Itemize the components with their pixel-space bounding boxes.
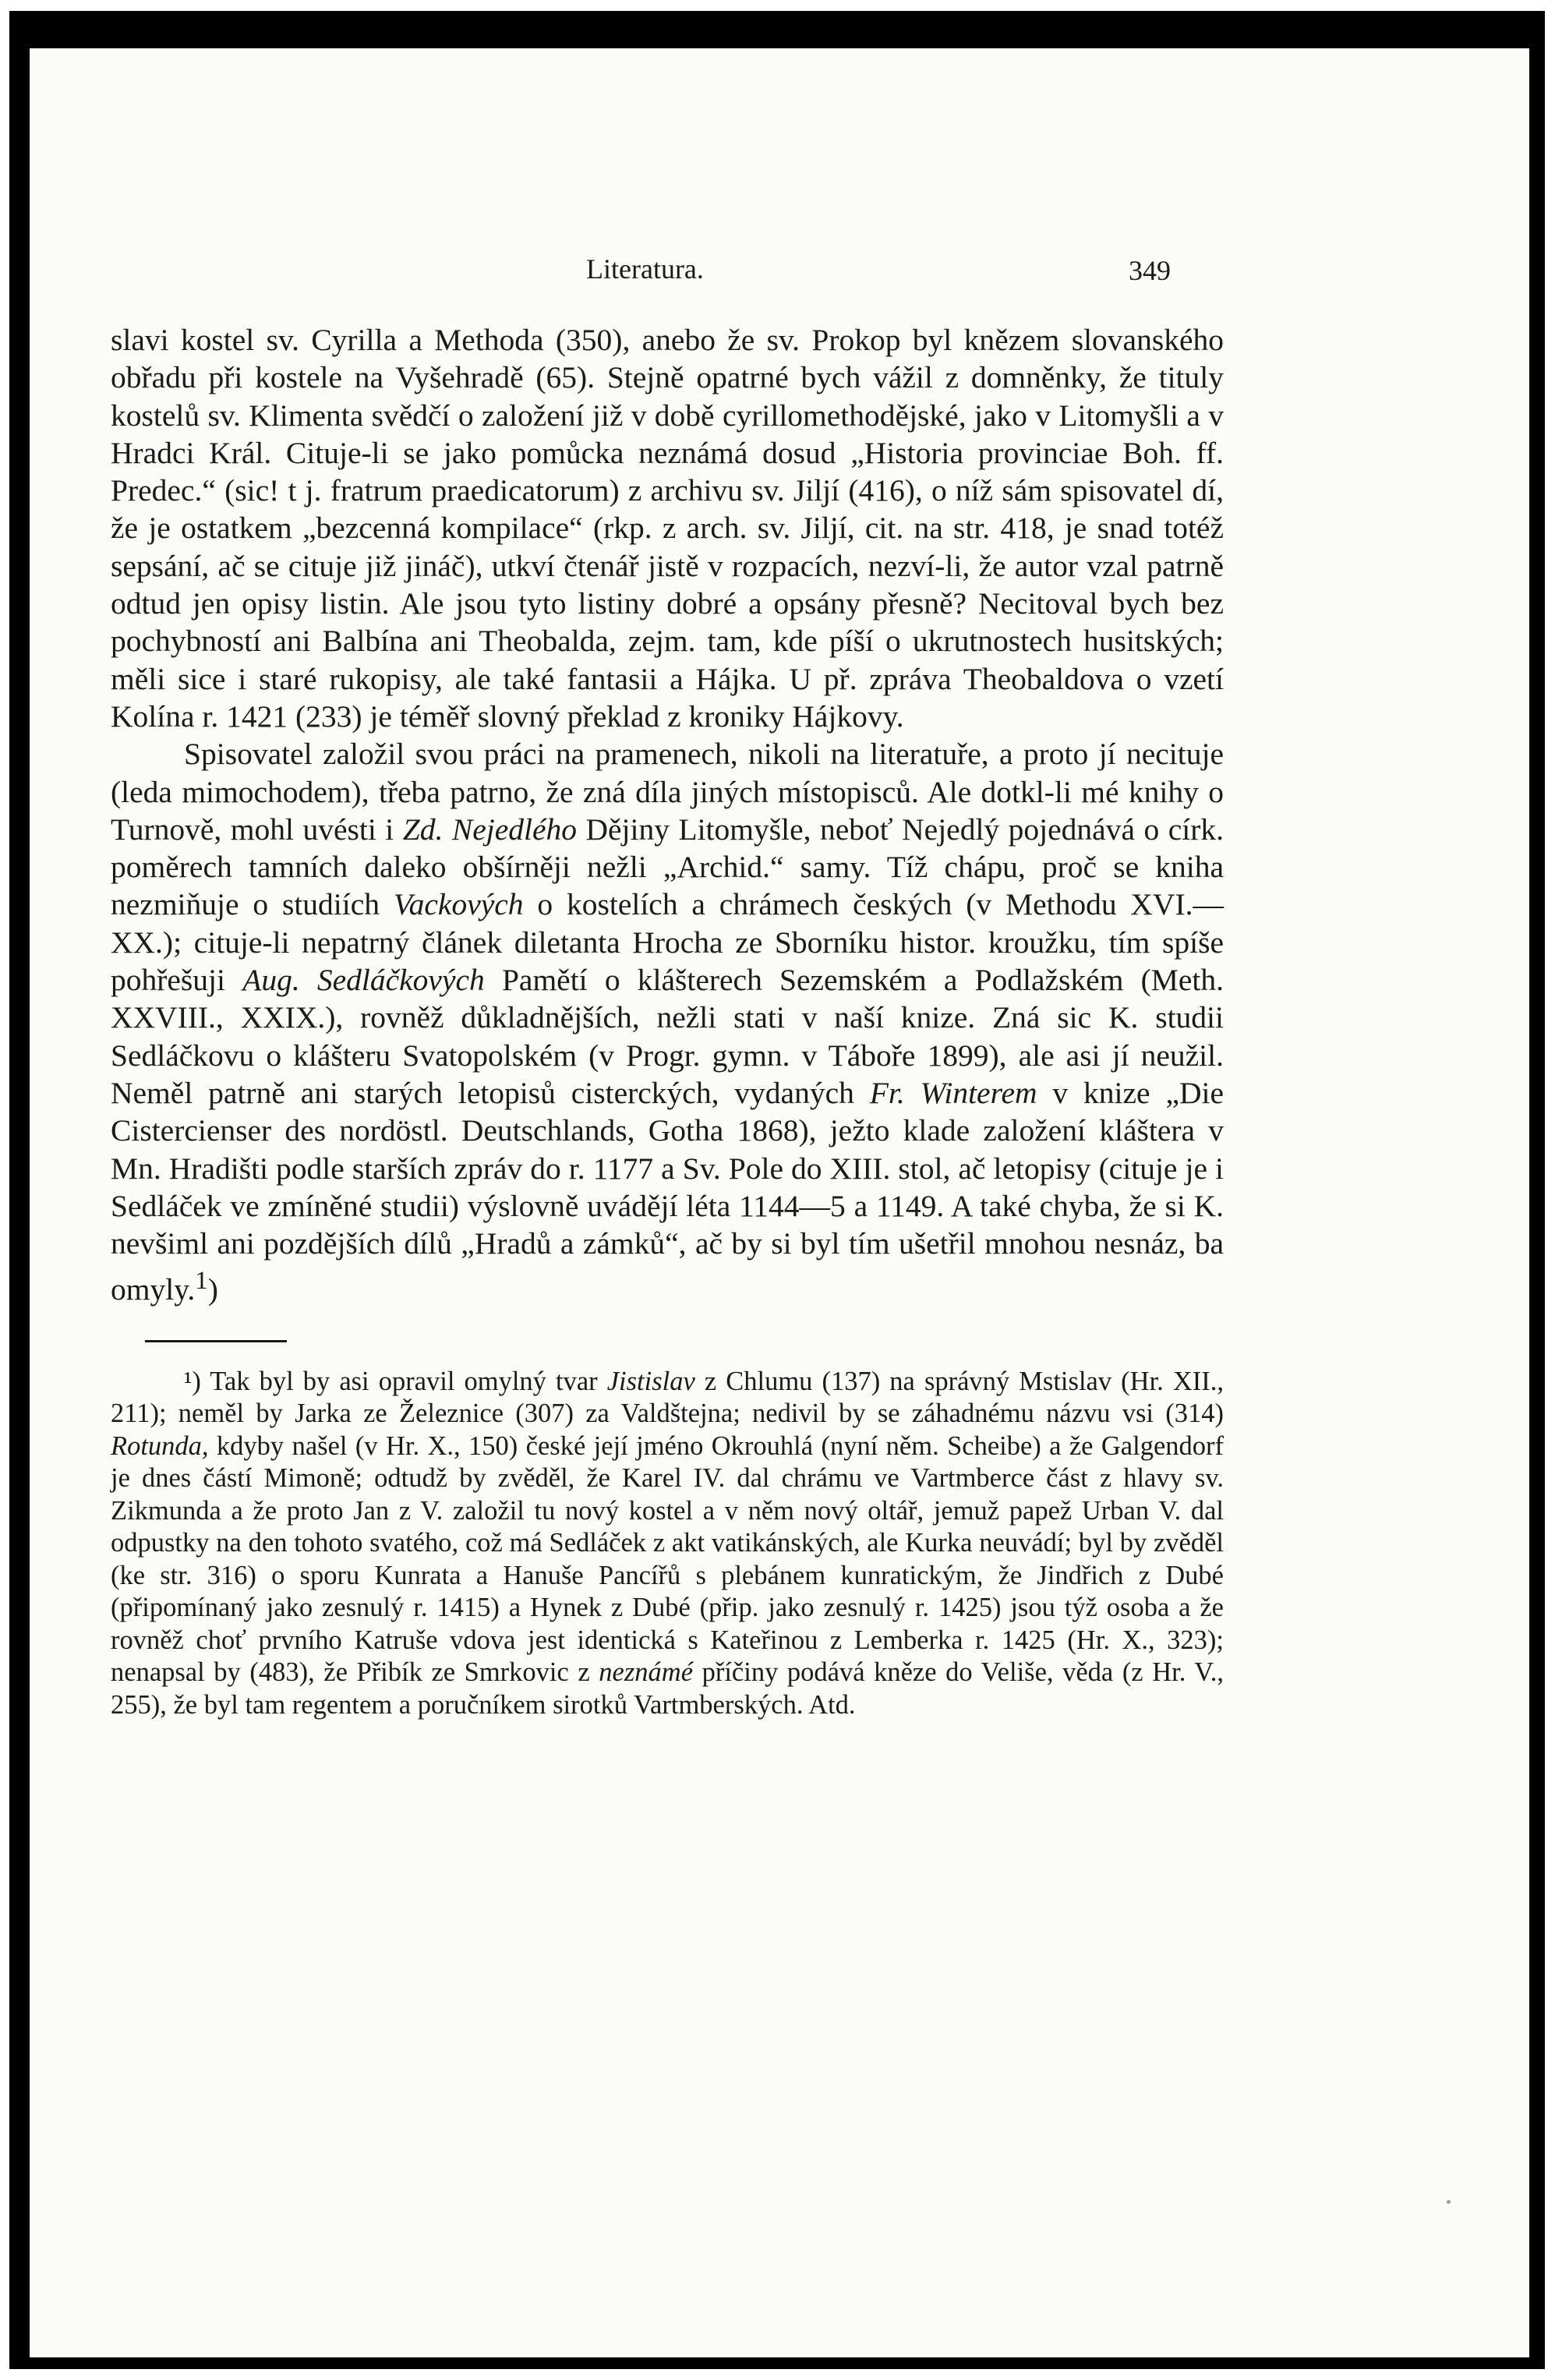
- paragraph-2-text-d: Pamětí o klášterech Sezemském a Podlažském (Meth. XXVIII., XXIX.), rovněž důkladnějších, nežli stati v naší knize. Zná sic K. studii Sedláčkovu o klášteru Svatopolském (v Progr. gymn. v Táboře 1899), ale asi jí neužil. Neměl patrně ani starých letopisů cisterckých, vydaných: [111, 963, 1224, 1110]
- footnote-text-a: Tak byl by asi opravil omylný tvar: [200, 1366, 607, 1396]
- paragraph-2-text-f: ): [207, 1272, 218, 1307]
- author-name-sedlacek: Aug. Sedláčkových: [242, 963, 485, 998]
- book-page: [30, 48, 1529, 2357]
- body-text: [111, 321, 1224, 1309]
- paragraph-2-text-e: v knize „Die Cistercienser des nordöstl. Deutschlands, Gotha 1868), ježto klade založení kláštera v Mn. Hradišti podle starších zpráv do r. 1177 a Sv. Pole do XIII. stol, ač letopisy (cituje je i Sedláček ve zmíněné studii) výslovně uvádějí léta 1144—5 a 1149. A také chyba, že si K. nevšiml ani pozdějších dílů „Hradů a zámků“, ač by si byl tím ušetřil mnohou nesnáz, ba omyly.: [111, 1075, 1225, 1307]
- footnote-text-c: kdyby našel (v Hr. X., 150) české její jméno Okrouhlá (nyní něm. Scheibe) a že Galgendorf je dnes částí Mimoně; odtudž by zvěděl, že Karel IV. dal chrámu ve Vartmberce část z hlavy sv. Zikmunda a že proto Jan z V. založil tu nový kostel a v něm nový oltář, jemuž papež Urban V. dal odpustky na den tohoto svatého, což má Sedláček z akt vatikánských, ale Kurka neuvádí; byl by zvěděl (ke str. 316) o sporu Kunrata a Hanuše Pancířů s plebánem kunratickým, že Jindřich z Dubé (připomínaný jako zesnulý r. 1415) a Hynek z Dubé (přip. jako zesnulý r. 1425) jsou týž osoba a že rovněž choť prvního Katruše vdova jest identická s Kateřinou z Lemberka r. 1425 (Hr. X., 323); nenapsal by (483), že Přibík ze Smrkovic z: [111, 1430, 1224, 1688]
- footnote-text-b: z Chlumu (137) na správný Mstislav (Hr. XII., 211); neměl by Jarka ze Železnice (307) za Valdštejna; nedivil by se záhadnému názvu vsi (314): [111, 1366, 1224, 1429]
- author-name-nejedly: Zd. Nejedlého: [402, 812, 577, 847]
- running-head: [30, 253, 1529, 292]
- author-name-winter: Fr. Winterem: [869, 1075, 1037, 1110]
- footnote-rule: [145, 1340, 287, 1342]
- paragraph-2-text-a: Spisovatel založil svou práci na pramenech, nikoli na literatuře, a proto jí necituje (leda mimochodem), třeba patrno, že zná díla jiných místopisců. Ale dotkl-li mé knihy o Turnově, mohl uvésti i: [111, 737, 1224, 847]
- footnote-reference: 1: [195, 1267, 208, 1296]
- paragraph-2: [111, 735, 1224, 1309]
- paragraph-2-text-c: o kostelích a chrámech českých (v Methodu XVI.—XX.); cituje-li nepatrný článek diletanta Hrocha ze Sborníku histor. kroužku, tím spíše pohřešuji: [111, 887, 1224, 998]
- footnote: [111, 1366, 1224, 1722]
- paragraph-1: slavi kostel sv. Cyrilla a Methoda (350), anebo že sv. Prokop byl knězem slovanského obřadu při kostele na Vyšehradě (65). Stejně opatrné bych vážil z domněnky, že tituly kostelů sv. Klimenta svědčí o založení již v době cyrillomethodějské, jako v Litomyšli a v Hradci Král. Cituje-li se jako pomůcka neznámá dosud „Historia provinciae Boh. ff. Predec.“ (sic! t j. fratrum praedicatorum) z archivu sv. Jiljí (416), o níž sám spisovatel dí, že je ostatkem „bezcenná kompilace“ (rkp. z arch. sv. Jiljí, cit. na str. 418, je snad totéž sepsání, ač se cituje již jináč), utkví čtenář jistě v rozpacích, nezví-li, že autor vzal patrně odtud jen opisy listin. Ale jsou tyto listiny dobré a opsány přesně? Necitoval bych bez pochybností ani Balbína ani Theobalda, zejm. tam, kde píší o ukrutnostech husitských; měli sice i staré rukopisy, ale také fantasii a Hájka. U př. zpráva Theobaldova o vzetí Kolína r. 1421 (233) je téměř slovný překlad z kroniky Hájkovy.: [111, 323, 1224, 734]
- paper-speck: [1447, 2200, 1451, 2204]
- footnote-text-d: příčiny podává kněze do Veliše, věda (z Hr. V., 255), že byl tam regentem a poručníkem sirotků Vartmberských. Atd.: [111, 1657, 1225, 1720]
- page-frame: [9, 11, 1545, 2369]
- running-title: Literatura.: [586, 253, 704, 285]
- footnote-term-jistislav: Jistislav: [606, 1366, 695, 1396]
- text-column: [111, 321, 1224, 1721]
- footnote-mark: ¹): [184, 1366, 201, 1396]
- page-number: 349: [1129, 255, 1171, 286]
- paragraph-2-text-b: Dějiny Litomyšle, neboť Nejedlý pojednává o círk. poměrech tamních daleko obšírněji nežli „Archid.“ samy. Tíž chápu, proč se kniha nezmiňuje o studiích: [111, 812, 1224, 922]
- footnote-term-neznama: neznámé: [599, 1657, 694, 1688]
- footnote-paragraph: [111, 1366, 1224, 1722]
- author-name-vacek: Vackových: [393, 887, 524, 922]
- footnote-term-rotunda: Rotunda,: [111, 1430, 209, 1461]
